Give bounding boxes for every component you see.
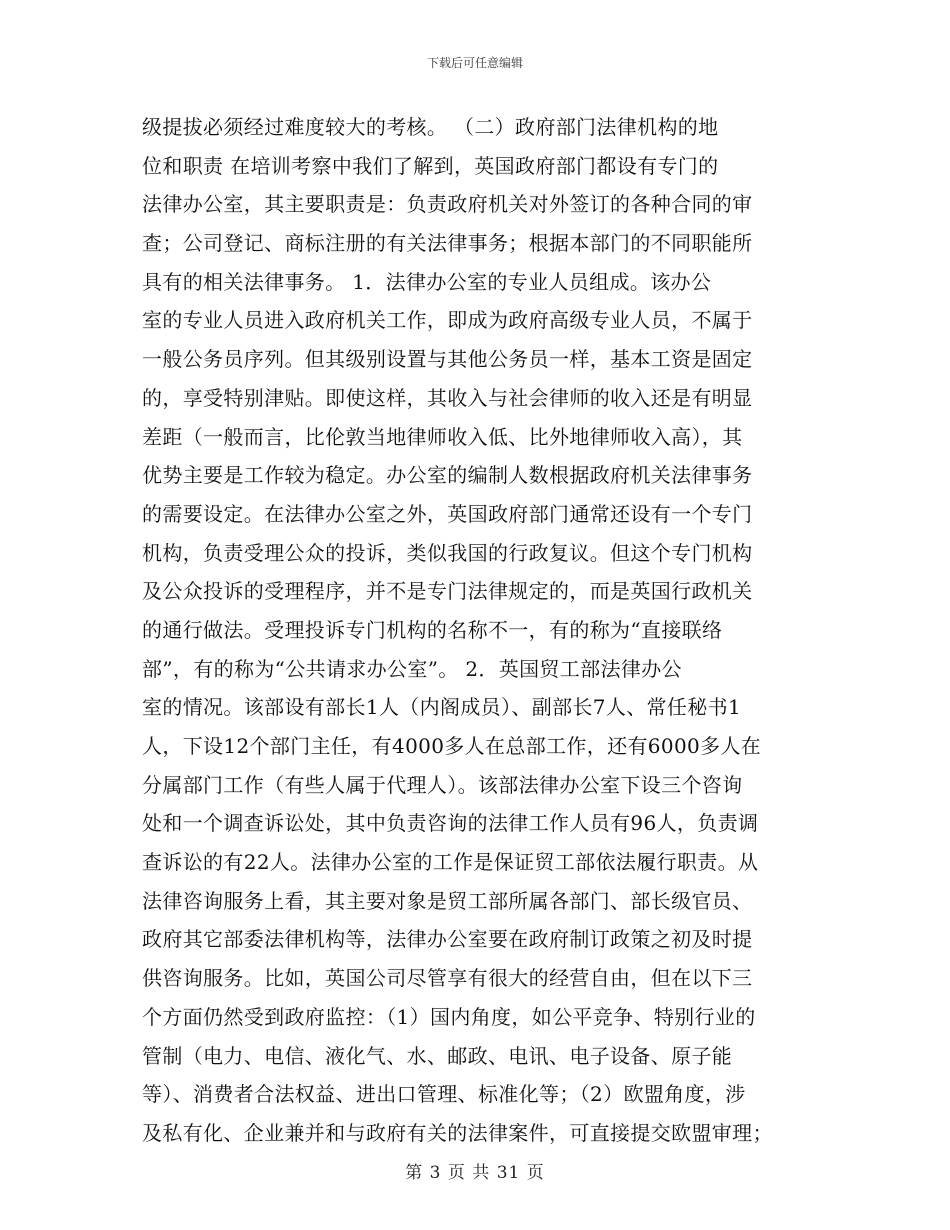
document-body [142, 108, 810, 1153]
body-line: 部”，有的称为“公共请求办公室”。 2．英国贸工部法律办公 [142, 656, 682, 681]
body-line: 的需要设定。在法律办公室之外，英国政府部门通常还设有一个专门 [142, 501, 753, 526]
body-line: 及私有化、企业兼并和与政府有关的法律案件，可直接提交欧盟审理； [142, 1120, 773, 1145]
body-line: 的，享受特别津贴。即使这样，其收入与社会律师的收入还是有明显 [142, 385, 753, 410]
page-number: 第 3 页 共 31 页 [405, 1163, 545, 1183]
body-line: 政府其它部委法律机构等，法律办公室要在政府制订政策之初及时提 [142, 927, 753, 952]
body-line: 人，下设12个部门主任，有4000多人在总部工作，还有6000多人在 [142, 734, 762, 758]
body-line: 个方面仍然受到政府监控：（1）国内角度，如公平竞争、特别行业的 [142, 1004, 756, 1029]
body-line: 机构，负责受理公众的投诉，类似我国的行政复议。但这个专门机构 [142, 540, 753, 565]
body-line: 差距（一般而言，比伦敦当地律师收入低、比外地律师收入高），其 [142, 424, 743, 449]
body-line: 处和一个调查诉讼处，其中负责咨询的法律工作人员有96人，负责调 [142, 811, 759, 836]
page-header-note: 下载后可任意编辑 [426, 56, 523, 70]
body-line: 法律办公室，其主要职责是：负责政府机关对外签订的各种合同的审 [142, 192, 753, 217]
body-line: 管制（电力、电信、液化气、水、邮政、电讯、电子设备、原子能 [142, 1043, 733, 1068]
body-line: 的通行做法。受理投诉专门机构的名称不一，有的称为“直接联络 [142, 617, 723, 642]
body-line: 及公众投诉的受理程序，并不是专门法律规定的，而是英国行政机关 [142, 579, 753, 604]
body-line: 级提拔必须经过难度较大的考核。 （二）政府部门法律机构的地 [142, 115, 719, 139]
body-line: 具有的相关法律事务。 1．法律办公室的专业人员组成。该办公 [142, 269, 712, 294]
body-line: 供咨询服务。比如，英国公司尽管享有很大的经营自由，但在以下三 [142, 966, 753, 991]
body-line: 法律咨询服务上看，其主要对象是贸工部所属各部门、部长级官员、 [142, 888, 753, 913]
body-line: 位和职责 在培训考察中我们了解到，英国政府部门都设有专门的 [142, 153, 719, 178]
body-line: 等）、消费者合法权益、进出口管理、标准化等；（2）欧盟角度，涉 [142, 1082, 746, 1107]
body-line: 分属部门工作（有些人属于代理人）。该部法律办公室下设三个咨询 [142, 772, 743, 797]
body-line: 室的情况。该部设有部长1人（内阁成员）、副部长7人、常任秘书1 [142, 695, 742, 720]
body-line: 查诉讼的有22人。法律办公室的工作是保证贸工部依法履行职责。从 [142, 850, 759, 875]
body-line: 查；公司登记、商标注册的有关法律事务；根据本部门的不同职能所 [142, 231, 753, 256]
body-line: 室的专业人员进入政府机关工作，即成为政府高级专业人员，不属于 [142, 308, 753, 333]
body-line: 优势主要是工作较为稳定。办公室的编制人数根据政府机关法律事务 [142, 463, 753, 488]
body-line: 一般公务员序列。但其级别设置与其他公务员一样，基本工资是固定 [142, 347, 753, 372]
